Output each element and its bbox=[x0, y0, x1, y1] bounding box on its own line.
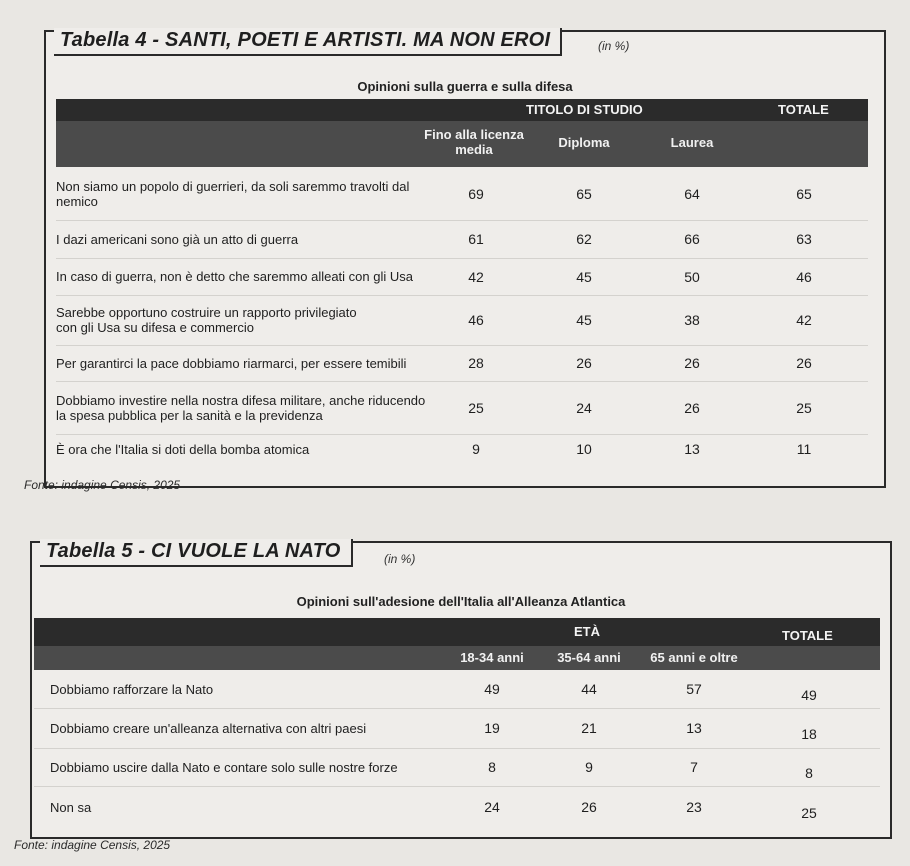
row-label: Dobbiamo rafforzare la Nato bbox=[50, 681, 214, 697]
cell-totale: 25 bbox=[801, 805, 817, 821]
cell-licenza: 42 bbox=[468, 268, 484, 285]
cell-65: 57 bbox=[686, 681, 702, 697]
table5-col-18-34: 18-34 anni bbox=[460, 650, 524, 665]
cell-laurea: 66 bbox=[684, 231, 700, 247]
table4-box bbox=[44, 30, 886, 488]
cell-laurea: 13 bbox=[684, 441, 700, 457]
cell-licenza: 25 bbox=[468, 399, 484, 416]
cell-diploma: 45 bbox=[576, 312, 592, 328]
cell-laurea: 26 bbox=[684, 399, 700, 416]
cell-diploma: 24 bbox=[576, 399, 592, 416]
cell-laurea: 26 bbox=[684, 355, 700, 371]
table-row bbox=[56, 381, 868, 435]
table5-group-header: ETÀ bbox=[574, 624, 600, 639]
cell-35-64: 9 bbox=[585, 759, 593, 775]
cell-laurea: 38 bbox=[684, 312, 700, 328]
table-row bbox=[34, 708, 880, 749]
row-label: Dobbiamo creare un'alleanza alternativa con altri paesi bbox=[50, 720, 367, 736]
table4-header-columns bbox=[56, 121, 868, 167]
row-label: Non siamo un popolo di guerrieri, da soli saremmo travolti dal nemico bbox=[56, 178, 410, 209]
table4-group-header: TITOLO DI STUDIO bbox=[526, 102, 643, 117]
row-label: Dobbiamo uscire dalla Nato e contare solo sulle nostre forze bbox=[50, 759, 398, 775]
table5-unit: (in %) bbox=[384, 552, 416, 566]
cell-licenza: 28 bbox=[468, 355, 484, 371]
row-label: Sarebbe opportuno costruire un rapporto privilegiato con gli Usa su difesa e commercio bbox=[56, 305, 357, 335]
table5-body bbox=[34, 670, 880, 830]
cell-18-34: 24 bbox=[484, 799, 500, 815]
cell-licenza: 9 bbox=[472, 441, 480, 457]
cell-licenza: 69 bbox=[468, 185, 484, 202]
table-row bbox=[34, 748, 880, 787]
table5-col-35-64: 35-64 anni bbox=[557, 650, 621, 665]
table-row bbox=[56, 345, 868, 382]
cell-laurea: 64 bbox=[684, 185, 700, 202]
table4-col-diploma: Diploma bbox=[558, 135, 610, 150]
table-row bbox=[34, 786, 880, 828]
cell-diploma: 10 bbox=[576, 441, 592, 457]
cell-65: 23 bbox=[686, 799, 702, 815]
table4-unit: (in %) bbox=[598, 39, 630, 53]
cell-35-64: 26 bbox=[581, 799, 597, 815]
cell-totale: 18 bbox=[801, 726, 817, 742]
cell-totale: 65 bbox=[796, 185, 812, 202]
cell-laurea: 50 bbox=[684, 268, 700, 285]
row-label: È ora che l'Italia si doti della bomba atomica bbox=[56, 441, 310, 457]
cell-totale: 25 bbox=[796, 399, 812, 416]
table-row bbox=[56, 434, 868, 464]
table5-header-top bbox=[34, 618, 880, 646]
table-row bbox=[56, 220, 868, 259]
table5-col-65: 65 anni e oltre bbox=[650, 650, 738, 665]
table5-title: Tabella 5 - CI VUOLE LA NATO bbox=[40, 539, 353, 567]
table4-subtitle: Opinioni sulla guerra e sulla difesa bbox=[357, 79, 573, 94]
row-label: Dobbiamo investire nella nostra difesa militare, anche riducendo la spesa pubblica per la sanità e la previdenza bbox=[56, 392, 426, 423]
table5-total-header: TOTALE bbox=[782, 628, 833, 643]
cell-35-64: 21 bbox=[581, 720, 597, 736]
cell-totale: 49 bbox=[801, 687, 817, 703]
cell-licenza: 61 bbox=[468, 231, 484, 247]
cell-diploma: 45 bbox=[576, 268, 592, 285]
cell-totale: 11 bbox=[796, 441, 812, 457]
table4-title: Tabella 4 - SANTI, POETI E ARTISTI. MA NON EROI bbox=[54, 28, 562, 56]
table-row bbox=[56, 258, 868, 296]
cell-65: 7 bbox=[690, 759, 698, 775]
cell-18-34: 19 bbox=[484, 720, 500, 736]
table4-source: Fonte: indagine Censis, 2025 bbox=[24, 478, 181, 492]
cell-licenza: 46 bbox=[468, 312, 484, 328]
cell-diploma: 62 bbox=[576, 231, 592, 247]
table4-total-header: TOTALE bbox=[778, 102, 829, 117]
cell-totale: 46 bbox=[796, 268, 812, 285]
table4-header-top bbox=[56, 99, 868, 121]
cell-18-34: 49 bbox=[484, 681, 500, 697]
row-label: Per garantirci la pace dobbiamo riarmarci, per essere temibili bbox=[56, 355, 407, 371]
cell-totale: 63 bbox=[796, 231, 812, 247]
cell-totale: 26 bbox=[796, 355, 812, 371]
cell-18-34: 8 bbox=[488, 759, 496, 775]
cell-totale: 42 bbox=[796, 312, 812, 328]
row-label: Non sa bbox=[50, 799, 92, 815]
table-row bbox=[56, 167, 868, 221]
cell-totale: 8 bbox=[805, 765, 813, 781]
table5-box bbox=[30, 541, 892, 839]
table5-subtitle: Opinioni sull'adesione dell'Italia all'Alleanza Atlantica bbox=[296, 594, 626, 609]
cell-diploma: 65 bbox=[576, 185, 592, 202]
row-label: I dazi americani sono già un atto di guerra bbox=[56, 231, 299, 247]
table-row bbox=[56, 295, 868, 346]
row-label: In caso di guerra, non è detto che saremmo alleati con gli Usa bbox=[56, 269, 413, 284]
table4-col-laurea: Laurea bbox=[670, 135, 714, 150]
table4-col-licenza: Fino alla licenza media bbox=[424, 127, 524, 157]
cell-diploma: 26 bbox=[576, 355, 592, 371]
table5-header-columns bbox=[34, 646, 880, 670]
cell-35-64: 44 bbox=[581, 681, 597, 697]
cell-65: 13 bbox=[686, 720, 702, 736]
table-row bbox=[34, 670, 880, 709]
table5-source: Fonte: indagine Censis, 2025 bbox=[14, 838, 171, 852]
table4-body bbox=[56, 167, 868, 464]
